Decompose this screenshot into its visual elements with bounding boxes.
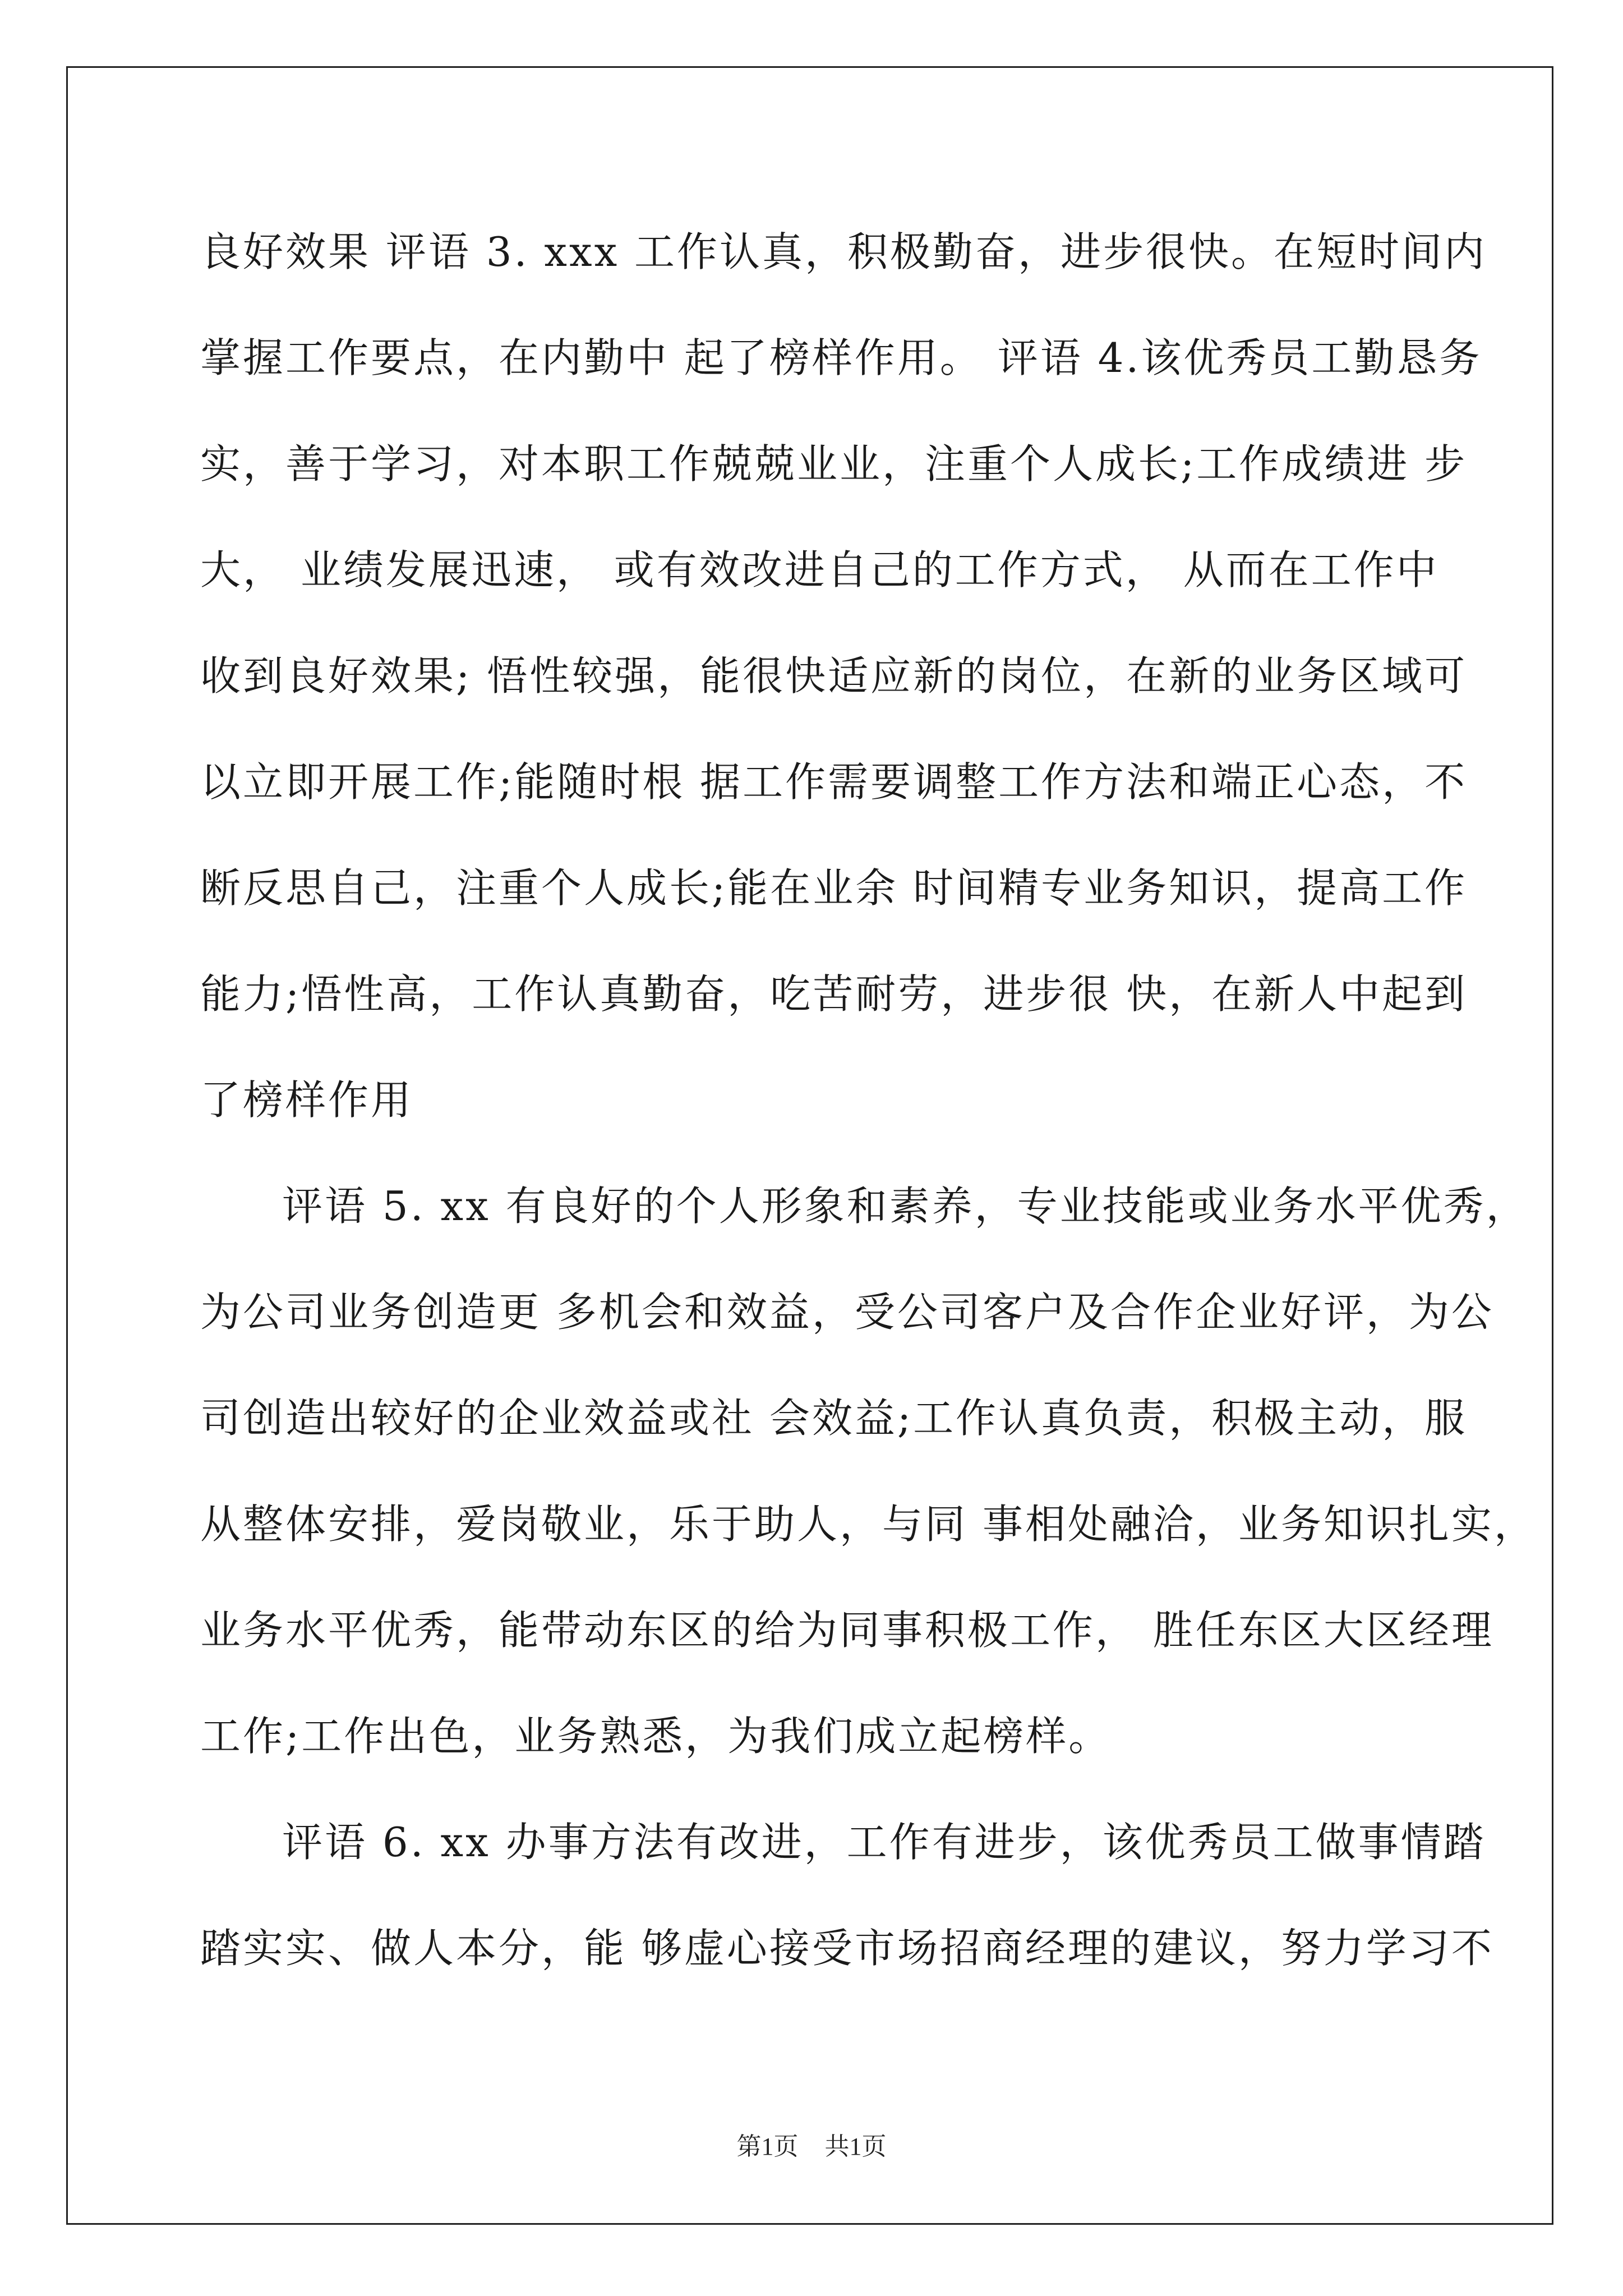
text-line: 了榜样作用 (200, 1076, 414, 1124)
text-line: 工作;工作出色，业务熟悉，为我们成立起榜样。 (200, 1713, 1112, 1760)
text-line: 为公司业务创造更 多机会和效益，受公司客户及合作企业好评，为公 (200, 1289, 1494, 1336)
text-line: 断反思自己，注重个人成长;能在业余 时间精专业务知识，提高工作 (200, 864, 1468, 912)
page-footer (0, 2126, 1623, 2162)
text-line: 业务水平优秀，能带动东区的给为同事积极工作， 胜任东区大区经理 (200, 1607, 1494, 1654)
text-line: 收到良好效果; 悟性较强，能很快适应新的岗位，在新的业务区域可 (200, 652, 1468, 700)
page-total: 共1页 (824, 2133, 887, 2160)
text-line: 掌握工作要点，在内勤中 起了榜样作用。 评语 4.该优秀员工勤恳务 (200, 334, 1482, 381)
text-line: 评语 6. xx 办事方法有改进，工作有进步，该优秀员工做事情踏 (282, 1819, 1486, 1866)
text-line: 良好效果 评语 3. xxx 工作认真，积极勤奋，进步很快。在短时间内 (200, 228, 1487, 275)
text-line: 以立即开展工作;能随时根 据工作需要调整工作方法和端正心态，不 (200, 758, 1468, 806)
document-body (200, 199, 1537, 2001)
text-line: 踏实实、做人本分，能 够虚心接受市场招商经理的建议，努力学习不 (200, 1925, 1494, 1972)
text-line: 评语 5. xx 有良好的个人形象和素养，专业技能或业务水平优秀， (282, 1182, 1529, 1230)
page-number: 第1页 (736, 2133, 799, 2160)
text-line: 司创造出较好的企业效益或社 会效益;工作认真负责，积极主动，服 (200, 1395, 1468, 1442)
text-line: 实，善于学习，对本职工作兢兢业业，注重个人成长;工作成绩进 步 (200, 440, 1468, 487)
text-line: 大， 业绩发展迅速， 或有效改进自己的工作方式， 从而在工作中 (200, 546, 1439, 593)
text-line: 能力;悟性高，工作认真勤奋，吃苦耐劳，进步很 快，在新人中起到 (200, 970, 1468, 1018)
text-line: 从整体安排，爱岗敬业，乐于助人，与同 事相处融洽，业务知识扎实， (200, 1501, 1537, 1548)
